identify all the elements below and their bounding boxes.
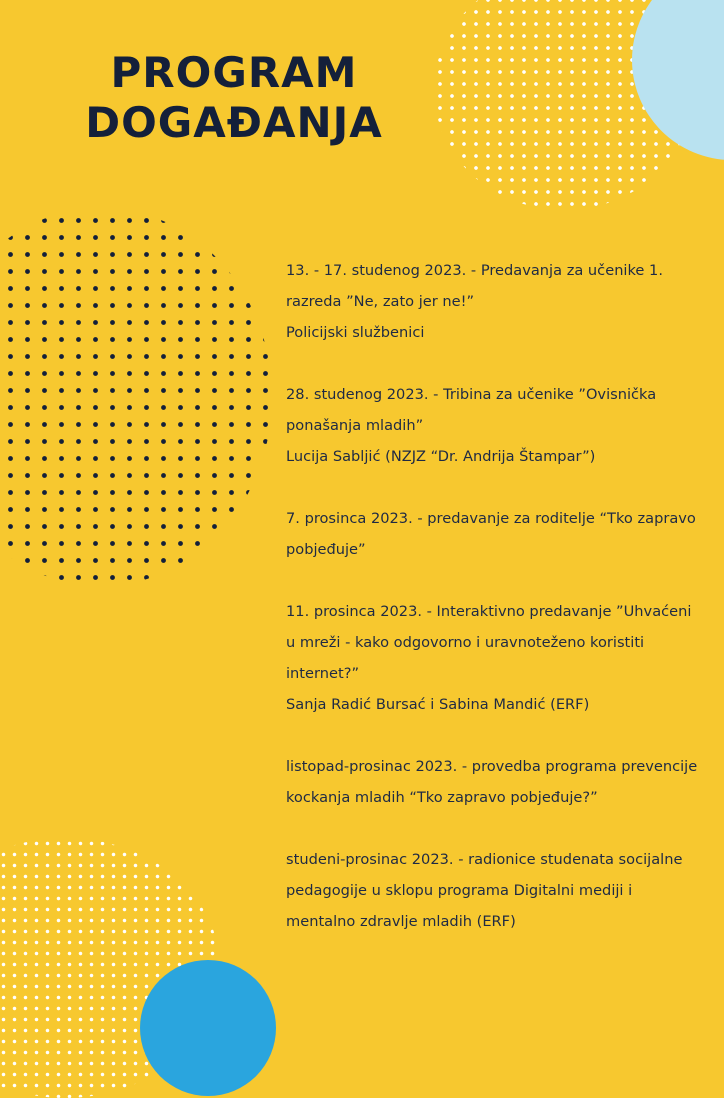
event-description: 28. studenog 2023. - Tribina za učenike ”Ovisnička ponašanja mladih” — [286, 386, 657, 434]
event-item — [286, 503, 700, 565]
event-item — [286, 844, 700, 937]
page-title — [44, 48, 424, 148]
events-list — [286, 255, 700, 968]
event-item — [286, 596, 700, 720]
event-presenter: Lucija Sabljić (NZJZ “Dr. Andrija Štampar”) — [286, 448, 596, 465]
event-item — [286, 751, 700, 813]
event-presenter: Sanja Radić Bursać i Sabina Mandić (ERF) — [286, 696, 590, 713]
event-presenter: Policijski službenici — [286, 324, 425, 341]
event-description: listopad-prosinac 2023. - provedba programa prevencije kockanja mladih “Tko zapravo pobjeđuje?” — [286, 758, 698, 806]
event-description: studeni-prosinac 2023. - radionice studenata socijalne pedagogije u sklopu programa Digitalni mediji i mentalno zdravlje mladih (ERF) — [286, 851, 683, 930]
event-item — [286, 255, 700, 348]
event-description: 11. prosinca 2023. - Interaktivno predavanje ”Uhvaćeni u mreži - kako odgovorno i uravnoteženo koristiti internet?” — [286, 603, 692, 682]
event-description: 13. - 17. studenog 2023. - Predavanja za učenike 1. razreda ”Ne, zato jer ne!” — [286, 262, 663, 310]
event-description: 7. prosinca 2023. - predavanje za roditelje “Tko zapravo pobjeđuje” — [286, 510, 696, 558]
title-line-1: PROGRAM — [110, 48, 358, 97]
dark-dots-pattern-left — [0, 208, 272, 586]
title-line-2: DOGAĐANJA — [85, 98, 383, 147]
event-item — [286, 379, 700, 472]
blue-circle-bottom — [140, 960, 276, 1096]
